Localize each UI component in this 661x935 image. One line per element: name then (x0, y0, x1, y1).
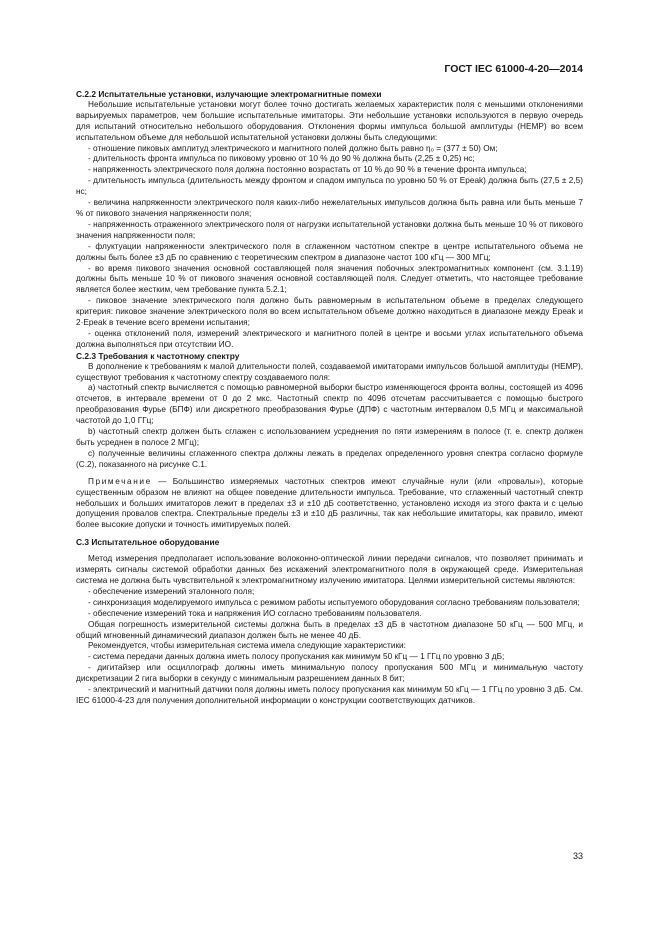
list-item: - синхронизация моделируемого импульса с режимом работы испытуемого оборудования согласно требованиям пользователя; (88, 597, 580, 607)
list-item: - отношение пиковых амплитуд электрического и магнитного полей должно быть равно η₀ = (377 ± 50) Ом; (88, 143, 498, 153)
note-text: — Большинство измеряемых частотных спектров имеют случайные нули (или «провалы»), которые существенным образом не влияют на общее поведение длительности импульса. Требование, что сглаженный частотный спектр небольших и больших имитаторов лежит в пределах ±3 и ±10 дБ соответственно, установлено исходя из этого факта и с целью допущения провалов спектра. Спектральные пределы ±3 и ±10 дБ различны, так как небольшие имитаторы, как правило, имеют более высокие допуски и точность имитируемых полей. (76, 476, 583, 530)
list-item: - оценка отклонений поля, измерений электрического и магнитного полей в центре и восьми углах испытательного объема должна выполняться при отсутствии ИО. (76, 328, 583, 349)
list-item: - длительность импульса (длительность между фронтом и спадом импульса по уровню 50 % от Epeak) должна быть (27,5 ± 2,5) нс; (76, 176, 583, 197)
standard-header: ГОСТ IEC 61000-4-20—2014 (444, 63, 583, 75)
list-item: - электрический и магнитный датчики поля должны иметь полосу пропускания как минимум 50 кГц — 1 ГГц по уровню 3 дБ. См. IEC 61000-4-23 для получения дополнительной информации о конструкции соответствующих датчиков. (76, 685, 583, 705)
list-item: c) полученные величины сглаженного спектра должны лежать в пределах определенного уровня спектра согласно формуле (С.2), показанного на рисунке С.1. (76, 448, 583, 469)
paragraph-recommend: Рекомендуется, чтобы измерительная система имела следующие характеристики: (88, 641, 406, 651)
list-item: - величина напряженности электрического поля каких-либо нежелательных импульсов должна быть равна или быть меньше 7 % от пикового значения напряженности поля; (76, 198, 583, 218)
list-item: - флуктуации напряженности электрического поля в сглаженном частотном спектре в центре испытательного объема не должны быть более ±3 дБ по сравнению с теоретическим спектром в диапазоне частот 100 кГц — 300 МГц; (76, 241, 583, 262)
section-heading-c3: С.3 Испытательное оборудование (76, 537, 220, 548)
paragraph-c23-intro: В дополнение к требованиям к малой длительности полей, создаваемой имитаторами импульсов большой амплитуды (HEMP), существуют требования к частотному спектру создаваемого поля: (76, 361, 583, 382)
list-item: - во время пикового значения основной составляющей поля значения побочных электромагнитных компонент (см. 3.1.19) должны быть меньше 10 % от пикового значения основной составляющей поля. Следует отметить, что настоящее требование является более жестким, чем требование пункта 5.2.1; (76, 263, 583, 295)
list-item: - дигитайзер или осциллограф должны иметь минимальную полосу пропускания 500 МГц и минимальную частоту дискретизации 2 гига выборки в секунду с минимальным разрешением данных 8 бит; (76, 663, 583, 684)
list-item: - пиковое значение электрического поля должно быть равномерным в испытательном объеме в пределах следующего критерия: пиковое значение электрического поля во всем испытательном объеме должно находиться в диапазоне между Epeak и 2·Epeak в течение всего времени испытания; (76, 296, 583, 328)
list-item: - напряженность электрического поля должна постоянно возрастать от 10 % до 90 % в течение фронта импульса; (88, 165, 527, 175)
section-heading-c23: С.2.3 Требования к частотному спектру (76, 350, 240, 361)
paragraph-c22-intro: Небольшие испытательные установки могут более точно достигать желаемых характеристик поля с меньшими отклонениями варьируемых параметров, чем большие испытательные имитаторы. Эти небольшие установки используются в первую очередь для испытаний относительно небольшого оборудования. Отклонения формы импульса большой амплитуды (HEMP) во всем испытательном объеме для небольшой испытательной установки должны быть следующими: (76, 99, 583, 142)
list-item: - длительность фронта импульса по пиковому уровню от 10 % до 90 % должна быть (2,25 ± 0,25) нс; (88, 154, 475, 164)
document-body (76, 89, 583, 707)
paragraph-accuracy: Общая погрешность измерительной системы должна быть в пределах ±3 дБ в частотном диапазоне 50 кГц — 500 МГц, и общий мгновенный динамический диапазон должен быть не менее 40 дБ. (76, 619, 583, 640)
list-item: b) частотный спектр должен быть сглажен с использованием усреднения по пяти измерениям в полосе (т. е. спектр должен быть усреднен в полосе 2 МГц); (76, 427, 583, 447)
list-item: - напряженность отраженного электрического поля от нагрузки испытательной установки должна быть меньше 10 % от пикового значения напряженности поля; (76, 219, 583, 240)
list-item: a) частотный спектр вычисляется с помощью равномерной выборки быстро изменяющегося фронта волны, состоящей из 4096 отсчетов, в интервале времени от 0 до 2 мкс. Частотный спектр по 4096 отсчетам рассчитывается с помощью быстрого преобразования Фурье (БПФ) или дискретного преобразования Фурье (ДПФ) с частотным интервалом 0,5 МГц и максимальной частотой до 1,0 ГГц; (76, 383, 583, 426)
note-lead: Примечание (88, 476, 152, 486)
list-item: - обеспечение измерений тока и напряжения ИО согласно требованиям пользователя. (88, 608, 422, 618)
paragraph-c3-intro: Метод измерения предполагает использование волоконно-оптической линии передачи сигналов, что позволяет принимать и измерять сигналы системой обработки данных без искажений электромагнитного поля в окружающей среде. Измерительная система не должна быть чувствительной к электромагнитному излучению имитатора. Целями измерительной системы являются: (76, 554, 583, 585)
section-heading-c22: С.2.2 Испытательные установки, излучающие электромагнитные помехи (76, 89, 382, 99)
note-paragraph (76, 477, 583, 532)
list-item: - система передачи данных должна иметь полосу пропускания как минимум 50 кГц — 1 ГГц по уровню 3 дБ; (88, 652, 505, 662)
page-number: 33 (572, 851, 583, 861)
list-item: - обеспечение измерений эталонного поля; (88, 586, 255, 596)
